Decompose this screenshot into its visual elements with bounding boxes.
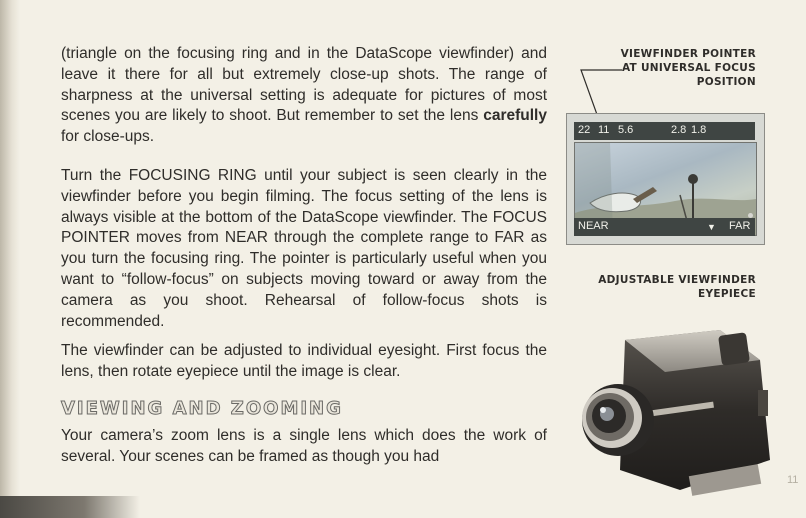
paragraph-1-end: for close-ups. — [61, 128, 155, 146]
caption-line: POSITION — [696, 76, 756, 88]
aperture-value: 11 — [598, 124, 610, 136]
aperture-scale — [574, 122, 755, 140]
page-number: 11 — [787, 474, 799, 486]
focus-near-label: NEAR — [578, 220, 609, 232]
movie-camera-icon — [570, 320, 780, 500]
section-heading-viewing-zooming: VIEWING AND ZOOMING — [61, 398, 343, 419]
page-bottom-edge-shadow — [0, 496, 140, 518]
page-left-edge-shadow — [0, 0, 20, 518]
paragraph-focusing-ring: Turn the FOCUSING RING until your subject is seen clearly in the viewfinder before you begin filming. The focus setting of the lens is always visible at the bottom of the DataScope viewfinder. The FOCUS POINTER moves from NEAR through the complete range to FAR as you turn the focusing ring. The pointer is particularly useful when you want to “follow-focus” on subjects moving toward or away from the camera as you shoot. Rehearsal of follow-focus shots is recommended. — [61, 167, 547, 330]
paragraph-universal-focus — [61, 44, 547, 148]
caption-line: EYEPIECE — [697, 288, 756, 300]
aperture-value: 2.8 — [671, 124, 687, 136]
aperture-value: 5.6 — [618, 124, 634, 136]
paragraph-1-text: (triangle on the focusing ring and in the DataScope viewfinder) and leave it there for all but extremely close-up shots. The range of sharpness at the universal setting is adequate for pictures of most scenes you are likely to shoot. But remember to set the lens — [61, 45, 547, 125]
camera-illustration — [570, 320, 780, 500]
aperture-value: 1.8 — [691, 124, 707, 136]
focus-pointer-icon: ▼ — [707, 222, 716, 232]
caption-line: ADJUSTABLE VIEWFINDER — [598, 274, 756, 286]
paragraph-zoom-lens: Your camera’s zoom lens is a single lens which does the work of several. Your scenes can be framed as though you had — [61, 427, 547, 465]
caption-line: AT UNIVERSAL FOCUS — [621, 62, 756, 74]
caption-adjustable-eyepiece — [556, 273, 756, 301]
caption-line: VIEWFINDER POINTER — [620, 48, 756, 60]
caption-viewfinder-pointer — [556, 47, 756, 89]
focus-far-label: FAR — [729, 220, 751, 232]
aperture-value: 22 — [578, 124, 591, 136]
paragraph-eyepiece: The viewfinder can be adjusted to individual eyesight. First focus the lens, then rotate eyepiece until the image is clear. — [61, 342, 547, 380]
viewfinder-illustration — [566, 113, 765, 245]
paragraph-1-bold: carefully — [483, 107, 547, 125]
